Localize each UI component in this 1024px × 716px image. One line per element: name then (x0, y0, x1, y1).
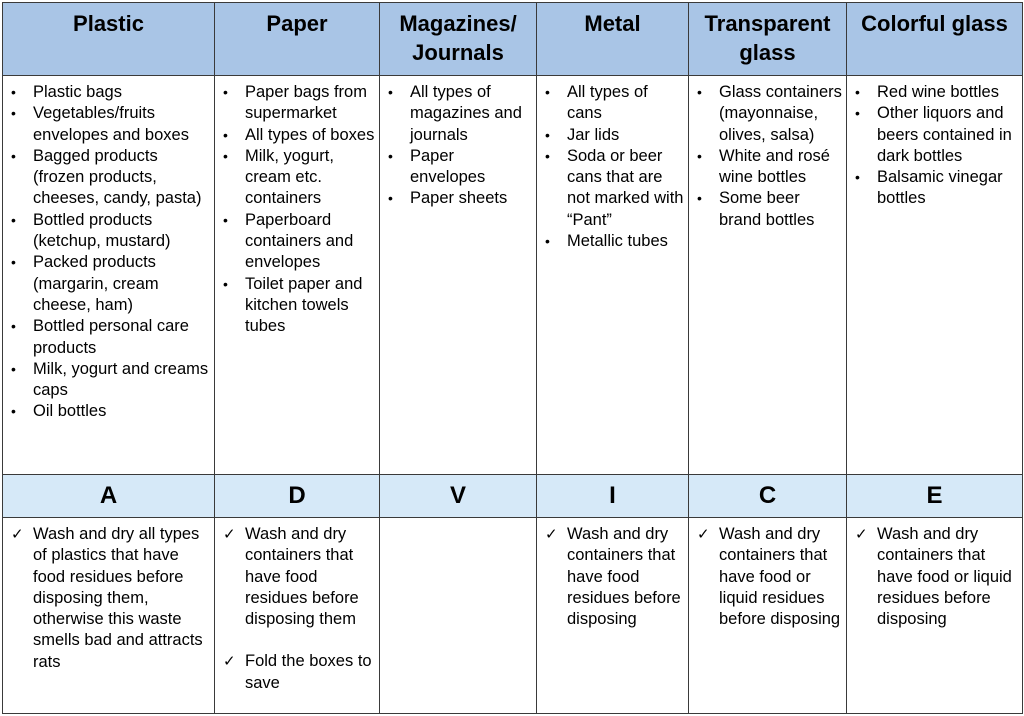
bin-letter-colorful-glass: E (847, 475, 1023, 518)
list-item: • Milk, yogurt and creams caps (11, 359, 210, 402)
header-plastic: Plastic (3, 3, 215, 76)
notes-cell-paper (215, 518, 380, 714)
header-paper: Paper (215, 3, 380, 76)
list-item: • Vegetables/fruits envelopes and boxes (11, 103, 210, 146)
list-item: • Soda or beer cans that are not marked with “Pant” (545, 146, 684, 231)
notes-cell-magazines-journals (380, 518, 537, 714)
item-list (223, 82, 375, 338)
letter-row (3, 475, 1023, 518)
header-colorful-glass: Colorful glass (847, 3, 1023, 76)
check-note: ✓ Wash and dry containers that have food or liquid residues before disposing (697, 524, 842, 630)
note-list (697, 524, 842, 630)
item-list (11, 82, 210, 423)
list-item: • All types of cans (545, 82, 684, 125)
list-item: • Other liquors and beers contained in dark bottles (855, 103, 1018, 167)
list-item: • Balsamic vinegar bottles (855, 167, 1018, 210)
note-list (855, 524, 1018, 630)
list-item: • Metallic tubes (545, 231, 684, 252)
note-list (223, 524, 375, 694)
header-metal: Metal (537, 3, 689, 76)
bin-letter-plastic: A (3, 475, 215, 518)
item-list (388, 82, 532, 210)
check-note: ✓ Fold the boxes to save (223, 651, 375, 694)
items-cell-colorful-glass (847, 76, 1023, 475)
item-list (545, 82, 684, 252)
items-cell-metal (537, 76, 689, 475)
list-item: • Plastic bags (11, 82, 210, 103)
list-item: • Bottled products (ketchup, mustard) (11, 210, 210, 253)
items-cell-paper (215, 76, 380, 475)
list-item: • Bottled personal care products (11, 316, 210, 359)
notes-cell-colorful-glass (847, 518, 1023, 714)
list-item: • Paper envelopes (388, 146, 532, 189)
recycling-table (2, 2, 1023, 714)
header-row (3, 3, 1023, 76)
list-item: • Paper sheets (388, 188, 532, 209)
item-list (697, 82, 842, 231)
check-note: ✓ Wash and dry all types of plastics that have food residues before disposing them, otherwise this waste smells bad and attracts rats (11, 524, 210, 673)
bin-letter-metal: I (537, 475, 689, 518)
items-cell-transparent-glass (689, 76, 847, 475)
items-cell-magazines-journals (380, 76, 537, 475)
header-transparent-glass: Transparent glass (689, 3, 847, 76)
notes-cell-metal (537, 518, 689, 714)
list-item: • All types of magazines and journals (388, 82, 532, 146)
list-item: • Bagged products (frozen products, cheeses, candy, pasta) (11, 146, 210, 210)
list-item: • Milk, yogurt, cream etc. containers (223, 146, 375, 210)
header-magazines-journals: Magazines/ Journals (380, 3, 537, 76)
note-list (11, 524, 210, 673)
list-item: • Toilet paper and kitchen towels tubes (223, 274, 375, 338)
note-list (545, 524, 684, 630)
list-item: • Packed products (margarin, cream cheese, ham) (11, 252, 210, 316)
item-list (855, 82, 1018, 210)
list-item: • Jar lids (545, 125, 684, 146)
list-item: • Glass containers (mayonnaise, olives, salsa) (697, 82, 842, 146)
bin-letter-paper: D (215, 475, 380, 518)
list-item: • Paper bags from supermarket (223, 82, 375, 125)
items-cell-plastic (3, 76, 215, 475)
check-note: ✓ Wash and dry containers that have food residues before disposing them (223, 524, 375, 630)
notes-cell-transparent-glass (689, 518, 847, 714)
list-item: • Oil bottles (11, 401, 210, 422)
list-item: • White and rosé wine bottles (697, 146, 842, 189)
list-item: • Some beer brand bottles (697, 188, 842, 231)
bin-letter-magazines-journals: V (380, 475, 537, 518)
list-item: • Paperboard containers and envelopes (223, 210, 375, 274)
list-item: • All types of boxes (223, 125, 375, 146)
items-row (3, 76, 1023, 475)
bin-letter-transparent-glass: C (689, 475, 847, 518)
notes-row (3, 518, 1023, 714)
check-note: ✓ Wash and dry containers that have food residues before disposing (545, 524, 684, 630)
check-note: ✓ Wash and dry containers that have food or liquid residues before disposing (855, 524, 1018, 630)
notes-cell-plastic (3, 518, 215, 714)
list-item: • Red wine bottles (855, 82, 1018, 103)
